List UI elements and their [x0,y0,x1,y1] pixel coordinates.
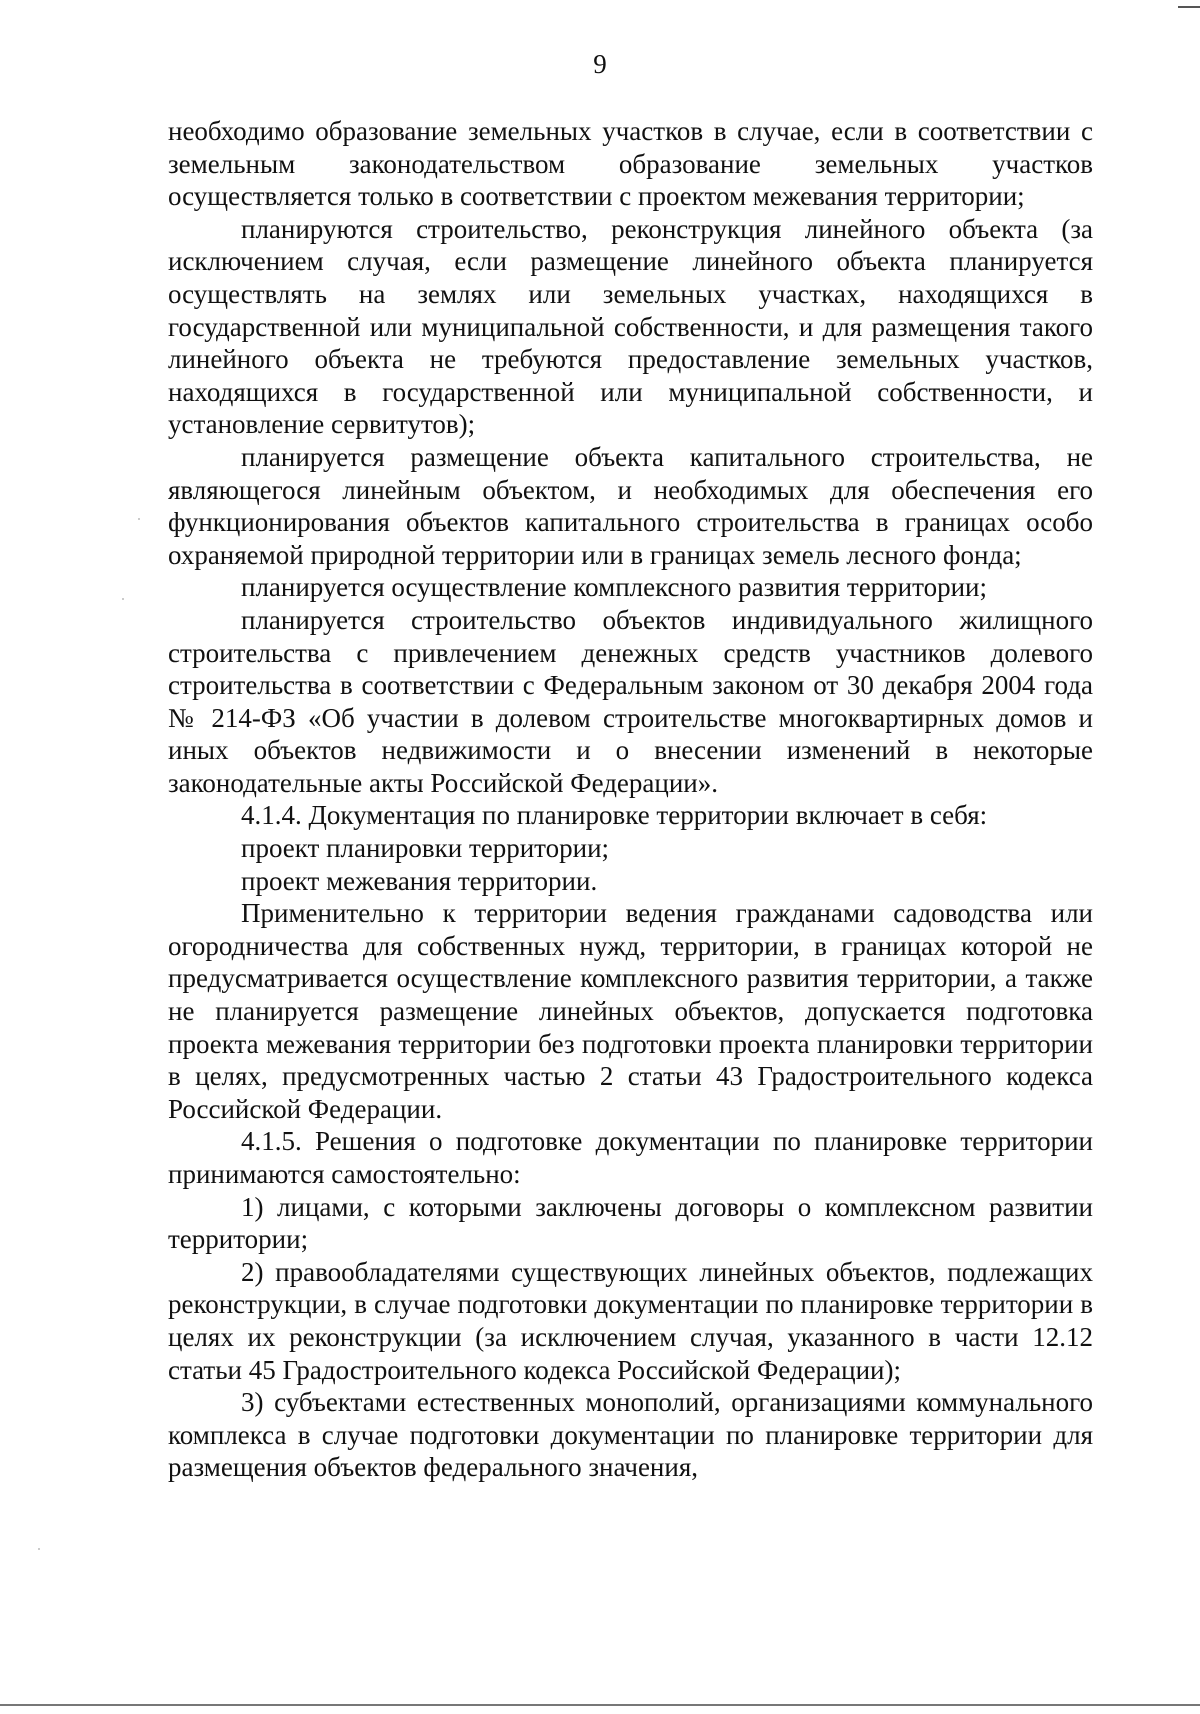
scan-speck [38,1548,40,1550]
paragraph-7: проект планировки территории; [241,833,610,864]
list-item-2: 2) правообладателями существующих линейных объектов, подлежащих реконструкции, в случае подготовки документации по планировке территории в целях их реконструкции (за исключением случая, указанного в части 12.12 статьи 45 Градостроительного кодекса Российской Федерации); [168,1256,1093,1385]
section-4-1-5-heading: 4.1.5. Решения о подготовке документации по планировке территории принимаются самостоятельно: [168,1126,1093,1189]
list-item-3: 3) субъектами естественных монополий, организациями коммунального комплекса в случае подготовки документации по планировке территории для размещения объектов федерального значения, [168,1387,1093,1483]
paragraph-4: планируется осуществление комплексного развития территории; [241,572,987,603]
document-body [168,115,1093,1484]
scan-speck [122,598,124,600]
paragraph-1: необходимо образование земельных участков в случае, если в соответствии с земельным законодательством образование земельных участков осуществляется только в соответствии с проектом межевания территории; [168,116,1093,212]
paragraph-8: проект межевания территории. [241,865,598,896]
list-item-1: 1) лицами, с которыми заключены договоры о комплексном развитии территории; [168,1191,1093,1255]
section-4-1-4-heading: 4.1.4. Документация по планировке территории включает в себя: [241,800,988,831]
paragraph-2: планируются строительство, реконструкция линейного объекта (за исключением случая, если размещение линейного объекта планируется осуществлять на землях или земельных участках, находящихся в государственной или муниципальной собственности, и для размещения такого линейного объекта не требуются предоставление земельных участков, находящихся в государственной или муниципальной собственности, и установление сервитутов); [168,213,1093,440]
paragraph-5: планируется строительство объектов индивидуального жилищного строительства с привлечением денежных средств участников долевого строительства в соответствии с Федеральным законом от 30 декабря 2004 года № 214-ФЗ «Об участии в долевом строительстве многоквартирных домов и иных объектов недвижимости и о внесении изменений в некоторые законодательные акты Российской Федерации». [168,604,1093,798]
paragraph-9: Применительно к территории ведения гражданами садоводства или огородничества для собственных нужд, территории, в границах которой не предусматривается осуществление комплексного развития территории, а также не планируется размещение линейных объектов, допускается подготовка проекта межевания территории без подготовки проекта планировки территории в целях, предусмотренных частью 2 статьи 43 Градостроительного кодекса Российской Федерации. [168,898,1093,1124]
scan-speck [138,518,140,520]
page-number: 9 [593,49,607,79]
scan-bottom-edge [0,1704,1200,1706]
scan-edge-mark [1178,6,1200,8]
paragraph-3: планируется размещение объекта капитального строительства, не являющегося линейным объектом, и необходимых для обеспечения его функционирования объектов капитального строительства в границах особо охраняемой природной территории или в границах земель лесного фонда; [168,441,1093,570]
